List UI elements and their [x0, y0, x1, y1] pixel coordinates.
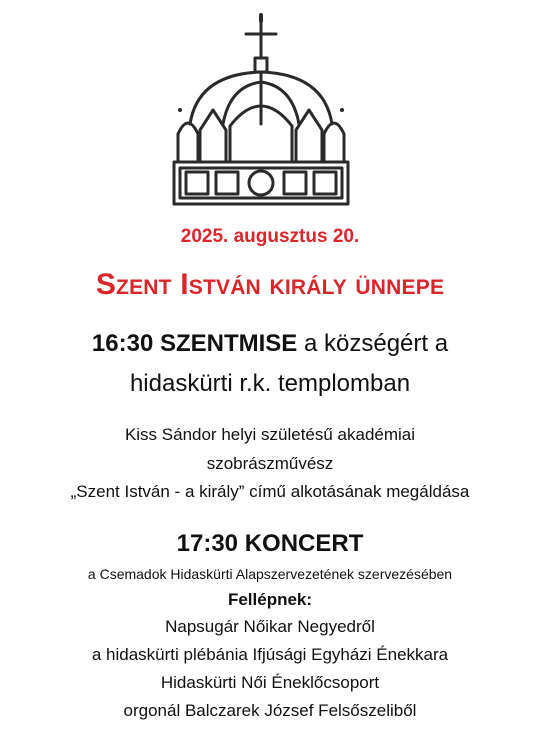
- mass-line-2: hidaskürti r.k. templomban: [129, 370, 411, 397]
- mass-line-1-rest: a községért a: [297, 330, 449, 357]
- event-title: Szent István király ünnepe: [95, 268, 445, 301]
- blessing-line-2: szobrászművész: [206, 454, 334, 473]
- performers-heading: Fellépnek:: [227, 590, 313, 609]
- mass-line-1: [0, 330, 540, 358]
- blessing-line-3: „Szent István - a király” című alkotásának megáldása: [70, 482, 470, 501]
- holy-crown-icon: [168, 12, 378, 207]
- blessing-line-1: Kiss Sándor helyi születésű akadémiai: [124, 425, 416, 444]
- performer-item: Napsugár Nőikar Negyedről: [165, 617, 375, 636]
- concert-title: 17:30 KONCERT: [176, 530, 364, 557]
- mass-time-label: 16:30 SZENTMISE: [91, 330, 298, 357]
- concert-organizer: a Csemadok Hidaskürti Alapszervezetének szervezésében: [87, 566, 453, 582]
- performer-item: orgonál Balczarek József Felsőszeliből: [123, 701, 417, 720]
- event-date: 2025. augusztus 20.: [180, 226, 360, 247]
- performer-item: Hidaskürti Női Éneklőcsoport: [160, 673, 380, 692]
- performer-item: a hidaskürti plébánia Ifjúsági Egyházi Énekkara: [91, 645, 449, 664]
